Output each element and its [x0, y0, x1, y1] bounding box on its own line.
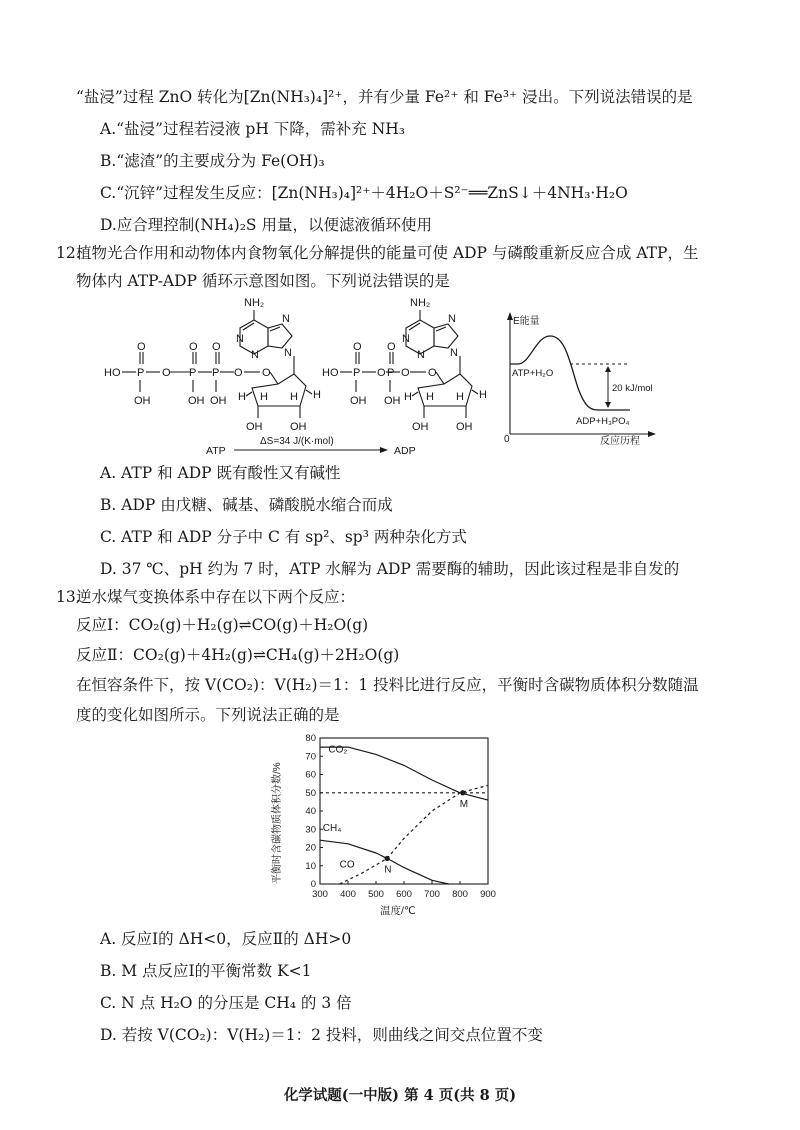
chart-series	[320, 745, 488, 884]
svg-text:N: N	[251, 349, 259, 361]
q12-option-c: C. ATP 和 ADP 分子中 C 有 sp²、sp³ 两种杂化方式	[100, 528, 467, 546]
page-footer: 化学试题(一中版) 第 4 页(共 8 页)	[283, 1087, 517, 1104]
x-tick-label: 400	[340, 889, 356, 900]
energy-diagram	[504, 312, 656, 447]
y-tick-label: 0	[310, 879, 316, 890]
svg-text:O: O	[162, 367, 171, 379]
svg-text:P: P	[353, 367, 361, 379]
chart-points	[384, 790, 468, 875]
svg-text:OH: OH	[210, 395, 227, 407]
svg-text:OH: OH	[134, 395, 151, 407]
q13-option-b: B. M 点反应Ⅰ的平衡常数 K<1	[100, 962, 312, 980]
reaction-coordinate-label: 反应历程	[600, 436, 640, 447]
q12-number: 12.	[56, 244, 81, 262]
q13-stem: 逆水煤气变换体系中存在以下两个反应：	[76, 588, 356, 606]
volume-fraction-chart	[270, 730, 510, 916]
x-tick-label: 500	[368, 889, 384, 900]
product-label: ADP+H₃PO₄	[576, 416, 630, 427]
svg-text:OH: OH	[188, 395, 205, 407]
svg-text:O: O	[377, 367, 386, 379]
svg-text:H: H	[290, 391, 298, 403]
point-label: M	[459, 798, 469, 810]
svg-text:OH: OH	[246, 421, 263, 433]
energy-axis-label: E能量	[513, 316, 540, 327]
svg-text:O: O	[234, 367, 243, 379]
svg-text:P: P	[189, 367, 197, 379]
x-axis-label: 温度/℃	[380, 905, 416, 916]
svg-text:N: N	[450, 347, 458, 359]
q12-option-d: D. 37 ℃、pH 约为 7 时，ATP 水解为 ADP 需要酶的辅助，因此该过程是非自发的	[100, 560, 680, 578]
q13-option-d: D. 若按 V(CO₂)：V(H₂)＝1：2 投料，则曲线之间交点位置不变	[100, 1026, 543, 1044]
svg-text:NH₂: NH₂	[244, 297, 265, 309]
svg-text:N: N	[284, 347, 292, 359]
y-tick-label: 30	[305, 824, 316, 836]
svg-text:OH: OH	[384, 395, 401, 407]
q13-condition-line2: 度的变化如图所示。下列说法正确的是	[76, 706, 340, 724]
svg-text:HO: HO	[104, 367, 121, 379]
svg-text:N: N	[417, 349, 425, 361]
svg-text:H: H	[260, 391, 268, 403]
svg-text:O: O	[189, 341, 198, 353]
atp-adp-figure	[100, 292, 660, 464]
y-tick-label: 80	[305, 733, 316, 744]
atp-label: ATP	[206, 445, 226, 457]
origin-label: 0	[504, 434, 510, 445]
y-axis-label: 平衡时含碳物质体积分数/%	[272, 762, 283, 884]
series-label: CH₄	[322, 823, 342, 835]
atp-to-adp-arrow	[206, 436, 416, 457]
svg-text:N: N	[236, 333, 244, 345]
series-label: CO₂	[328, 744, 348, 756]
svg-text:O: O	[387, 341, 396, 353]
q13-number: 13.	[56, 588, 81, 606]
svg-text:O: O	[137, 341, 146, 353]
y-tick-label: 70	[305, 751, 316, 763]
x-tick-label: 900	[480, 889, 496, 900]
q11-option-c: C.“沉锌”过程发生反应：[Zn(NH₃)₄]²⁺＋4H₂O＋S²⁻══ZnS↓＋4NH₃·H₂O	[100, 184, 628, 202]
svg-text:N: N	[402, 333, 410, 345]
svg-text:HO: HO	[322, 367, 339, 379]
svg-text:H: H	[238, 391, 246, 403]
y-tick-label: 20	[305, 842, 316, 854]
x-tick-label: 300	[312, 889, 328, 900]
point-label: N	[384, 864, 392, 876]
q12-option-a: A. ATP 和 ADP 既有酸性又有碱性	[100, 464, 341, 482]
svg-text:H: H	[479, 389, 487, 401]
adp-label: ADP	[394, 445, 416, 457]
svg-text:O: O	[428, 367, 437, 379]
x-tick-label: 600	[396, 889, 412, 900]
q12-stem-line2: 物体内 ATP-ADP 循环示意图如图。下列说法错误的是	[76, 272, 450, 290]
q13-option-a: A. 反应Ⅰ的 ΔH<0，反应Ⅱ的 ΔH>0	[100, 930, 352, 948]
reactant-label: ATP+H₂O	[512, 368, 554, 379]
y-tick-label: 50	[305, 787, 316, 799]
q13-option-c: C. N 点 H₂O 的分压是 CH₄ 的 3 倍	[100, 994, 352, 1012]
q13-reaction-1: 反应Ⅰ：CO₂(g)＋H₂(g)⇌CO(g)＋H₂O(g)	[76, 616, 369, 634]
svg-text:H: H	[313, 389, 321, 401]
svg-text:P: P	[387, 367, 395, 379]
q12-stem-line1: 植物光合作用和动物体内食物氧化分解提供的能量可使 ADP 与磷酸重新反应合成 ATP，生	[76, 244, 699, 262]
entropy-label: ΔS=34 J/(K·mol)	[260, 436, 334, 447]
svg-text:OH: OH	[456, 421, 473, 433]
svg-text:OH: OH	[350, 395, 367, 407]
svg-text:H: H	[404, 391, 412, 403]
svg-text:P: P	[137, 367, 145, 379]
delta-energy-label: 20 kJ/mol	[612, 383, 653, 394]
svg-text:O: O	[262, 367, 271, 379]
q11-option-a: A.“盐浸”过程若浸液 pH 下降，需补充 NH₃	[100, 120, 405, 138]
atp-labels	[104, 297, 321, 433]
q13-condition-line1: 在恒容条件下，按 V(CO₂)：V(H₂)＝1：1 投料比进行反应，平衡时含碳物质体积分数随温	[76, 676, 699, 694]
q11-intro: “盐浸”过程 ZnO 转化为[Zn(NH₃)₄]²⁺，并有少量 Fe²⁺ 和 Fe³⁺ 浸出。下列说法错误的是	[76, 88, 693, 106]
svg-text:O: O	[212, 341, 221, 353]
y-tick-label: 40	[305, 806, 316, 817]
svg-text:OH: OH	[290, 421, 307, 433]
intersection-point	[385, 856, 390, 861]
svg-text:O: O	[401, 367, 410, 379]
x-tick-label: 700	[424, 889, 440, 900]
svg-text:H: H	[426, 391, 434, 403]
q11-option-d: D.应合理控制(NH₄)₂S 用量，以便滤液循环使用	[100, 216, 432, 234]
x-tick-label: 800	[452, 889, 468, 900]
svg-text:P: P	[212, 367, 220, 379]
svg-text:O: O	[353, 341, 362, 353]
q13-reaction-2: 反应Ⅱ：CO₂(g)＋4H₂(g)⇌CH₄(g)＋2H₂O(g)	[76, 646, 400, 664]
svg-text:N: N	[448, 313, 456, 325]
series-label: CO	[339, 859, 355, 871]
y-tick-label: 10	[305, 860, 316, 872]
y-tick-label: 60	[305, 769, 316, 781]
adp-labels	[322, 297, 487, 433]
svg-text:NH₂: NH₂	[410, 297, 431, 309]
svg-text:N: N	[282, 313, 290, 325]
svg-text:OH: OH	[412, 421, 429, 433]
svg-text:H: H	[456, 391, 464, 403]
q11-option-b: B.“滤渣”的主要成分为 Fe(OH)₃	[100, 152, 325, 170]
q12-option-b: B. ADP 由戊糖、碱基、磷酸脱水缩合而成	[100, 496, 393, 514]
intersection-point	[460, 790, 465, 795]
